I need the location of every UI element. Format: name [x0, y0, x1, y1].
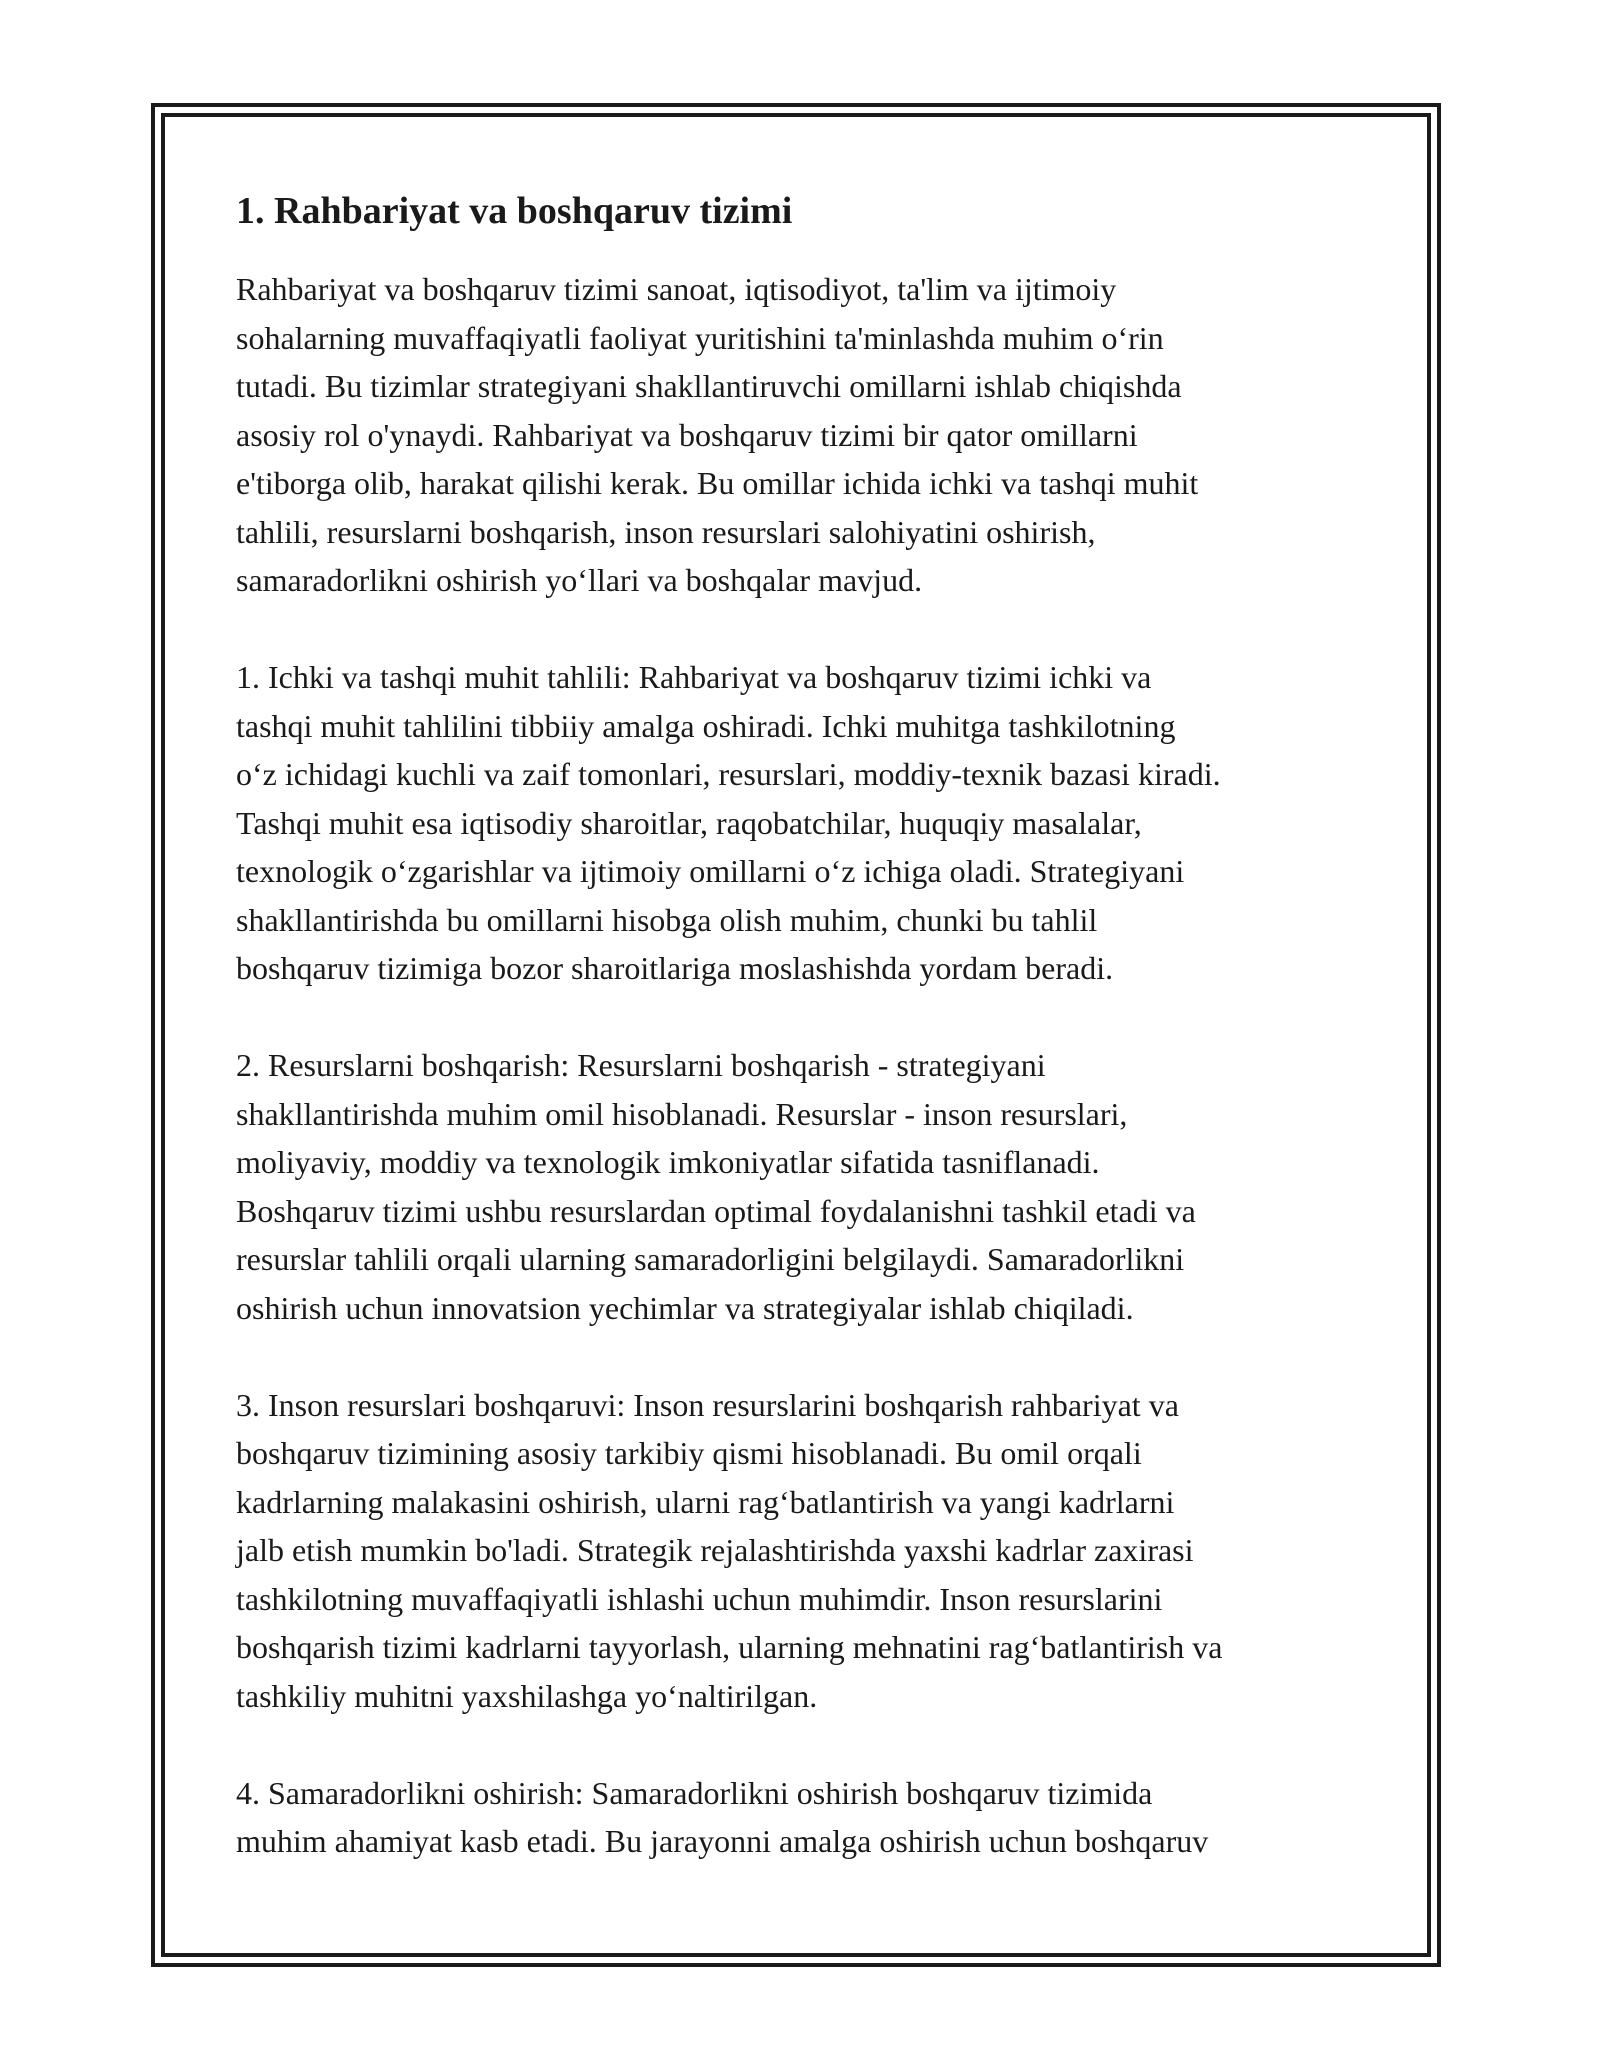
paragraph-resource-management: 2. Resurslarni boshqarish: Resurslarni boshqarish - strategiyani shakllantirishda muhim omil hisoblanadi. Resurslar - inson resurslari, moliyaviy, moddiy va texnologik imkoniyatlar sifatida tasniflanadi. Boshqaruv tizimi ushbu resurslardan optimal foydalanishni tashkil etadi va resurslar tahlili orqali ularning samaradorligini belgilaydi. Samaradorlikni oshirish uchun innovatsion yechimlar va strategiyalar ishlab chiqiladi.	[236, 1047, 1196, 1326]
intro-paragraph: Rahbariyat va boshqaruv tizimi sanoat, iqtisodiyot, ta'lim va ijtimoiy sohalarning muvaffaqiyatli faoliyat yuritishini ta'minlashda muhim o‘rin tutadi. Bu tizimlar strategiyani shakllantiruvchi omillarni ishlab chiqishda asosiy rol o'ynaydi. Rahbariyat va boshqaruv tizimi bir qator omillarni e'tiborga olib, harakat qilishi kerak. Bu omillar ichida ichki va tashqi muhit tahlili, resurslarni boshqarish, inson resurslari salohiyatini oshirish, samaradorlikni oshirish yo‘llari va boshqalar mavjud.	[236, 271, 1199, 598]
paragraph-efficiency: 4. Samaradorlikni oshirish: Samaradorlikni oshirish boshqaruv tizimida muhim ahamiyat kasb etadi. Bu jarayonni amalga oshirish uchun boshqaruv	[236, 1774, 1209, 1859]
paragraph-environment-analysis: 1. Ichki va tashqi muhit tahlili: Rahbariyat va boshqaruv tizimi ichki va tashqi muhit tahlilini tibbiiy amalga oshiradi. Ichki muhitga tashkilotning o‘z ichidagi kuchli va zaif tomonlari, resurslari, moddiy-texnik bazasi kiradi. Tashqi muhit esa iqtisodiy sharoitlar, raqobatchilar, huquqiy masalalar, texnologik o‘zgarishlar va ijtimoiy omillarni o‘z ichiga oladi. Strategiyani shakllantirishda bu omillarni hisobga olish muhim, chunki bu tahlil boshqaruv tizimiga bozor sharoitlariga moslashishda yordam beradi.	[236, 659, 1221, 986]
section-heading: 1. Rahbariyat va boshqaruv tizimi	[236, 190, 793, 232]
document-body	[236, 180, 1376, 1866]
paragraph-human-resources: 3. Inson resurslari boshqaruvi: Inson resurslarini boshqarish rahbariyat va boshqaruv tizimining asosiy tarkibiy qismi hisoblanadi. Bu omil orqali kadrlarning malakasini oshirish, ularni rag‘batlantirish va yangi kadrlarni jalb etish mumkin bo'ladi. Strategik rejalashtirishda yaxshi kadrlar zaxirasi tashkilotning muvaffaqiyatli ishlashi uchun muhimdir. Inson resurslarini boshqarish tizimi kadrlarni tayyorlash, ularning mehnatini rag‘batlantirish va tashkiliy muhitni yaxshilashga yo‘naltirilgan.	[236, 1386, 1223, 1714]
